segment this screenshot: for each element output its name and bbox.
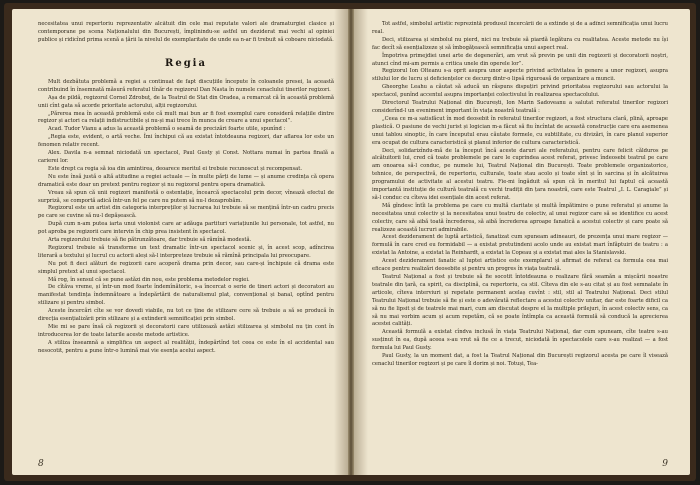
paragraph: Regizorul trebuie să transforme un text dramatic într-un spectacol scenic și, în acest scop, adîncirea literară a textului și lucrul cu actorii aleși să-l interpreteze trebuie să rămînă principala lui preocupare. — [38, 244, 334, 259]
paragraph: Această formulă a existat cîndva inclusă în viața Teatrului Național, dar cum spuneam, cîte teatre s-au susținut în ea, după aceea s-au vrut să fie ce a trecut, niciodată în spectacolele care s-au realizat — a fost formula lui Paul Gusty. — [372, 329, 668, 352]
paragraph: Deci, stilizarea și simbolul nu pierd, nici nu trebuie să piardă legătura cu realitatea. Aceste metode nu își fac decît să esențializeze și să îmbogățească semnificația unui aspect real. — [372, 36, 668, 51]
paragraph: Regizorul Ion Olteanu s-a oprit asupra unor aspecte privind activitatea în genere a unor regizori, asupra stilului lor de lucru și deficiențelor ce decurg dintr-o lipsă riguroasă de organizare a muncii. — [372, 68, 668, 83]
paragraph: Acad. Tudor Vianu a adus la această problemă o seamă de precizări foarte utile, spunînd : — [48, 126, 286, 133]
section-heading: Regia — [165, 57, 207, 69]
paragraph: Arta regizorului trebuie să fie pătrunzătoare, dar trebuie să rămînă modestă. — [48, 237, 252, 244]
paragraph: „Regia este, evident, o artă veche. Îmi închipui că au existat întotdeauna regizori, dar aflarea lor este un fenomen relativ recent. — [38, 134, 334, 149]
intro-paragraph: necesitatea unui repertoriu reprezentativ alcătuit din cele mai reputate valori ale dramaturgiei clasice și contemporane pe scena Naționalului din București, împlinindu-se astfel un deziderat mai vechi al opiniei publice și ridicînd prima scenă a țării la nivelul de exemplaritate de unde ea n-ar fi trebuit să coboare niciodată. — [38, 21, 334, 43]
right-page — [354, 9, 690, 475]
paragraph: Nu pot fi deci alături de regizorii care acoperă drama prin decor, sau care-și închipuie că drama este simplul pretext al unui spectacol. — [38, 260, 334, 275]
paragraph: Gheorghe Leahu a căutat să aducă un răspuns dispuțiri privind prioritatea regizorului sau actorului la spectacol, punînd accentul asupra importanței colectivului în realizarea spectacolului. — [372, 84, 668, 99]
right-page-text — [372, 21, 668, 455]
paragraph: Este drept ca regia să ioa din amintirea, deoarece meritul ei trebuie recunoscut și recompensat. — [48, 165, 302, 172]
paragraph: Directorul Teatrului Național din București, Ion Marin Sadoveanu a salutat referatul tinerilor regizori considerînd-l un eveniment important în viața noastră teatrală : — [372, 100, 668, 114]
paragraph: Alex. Davila n-a semnat niciodată un spectacol, Paul Gusty și Const. Nottara numai în partea finală a carierei lor. — [38, 150, 334, 164]
paragraph: „Părerea mea în această problemă este că mult mai bun ar fi fost exemplul care consideră relațiile dintre regizor și actori ca relații indistructibile și nu-și mai trece în munca de creare a unui spectacol”. — [38, 110, 334, 125]
paragraph: Deci, solidarizîndu-mă de la început încă aceste daruri ale referatului, pentru care felicit călduros pe alcătuitorii lui, cred că toate problemele pe care le cuprindea acest referat, privesc îndeosebi teatrul pe care am onoarea să-l conduc, pe numele lui, Teatrul Național din București. Toate problemele organizatorice, tehnice, de perspectivă, de repertoriu, culturale, toate stau acolo și toate sînt și în sarcina și în alcătuirea programului de activitate al acestui teatru. Fie-mi îngăduit să spun că în meritul lui faptul că această importantă instituție de cultură teatrală cu vechi tradiții din țara noastră, care este Teatrul „I. L. Caragiale” și să-l conduc cu cîteva idei esențiale din acest referat. — [372, 147, 668, 201]
paragraph: Regizorul este un artist din categoria interpreților și lucrarea lui trebuie să se mențină într-un cadru precis pe care se cuvine să nu-l depășească. — [38, 205, 334, 220]
left-page — [12, 9, 348, 475]
page-number-right: 9 — [662, 459, 668, 469]
paragraph: Așa de pildă, regizorul Cornel Zdrobuț, de la Teatrul de Stat din Oradea, a remarcat că în această problemă unii cînt gata să acorde prioritate actorului, alții regizorului. — [38, 94, 334, 109]
paragraph: Nu este însă justă o altă atitudine a regiei actuale — în multe părți de lume — și anume credința că opera dramatică este doar un pretext pentru regizor și nu regizorul pentru opera dramatică. — [38, 173, 334, 188]
paragraph: Tot astfel, simbolul artistic reprezintă produsul încercării de a extinde și de a adînci semnificația unui lucru real. — [372, 21, 668, 35]
paragraph: Mie mi se pare însă că regizorii și decoratorii care utilizează astăzi stilizarea și simbolul nu țin cont în introducerea lor de toate laturile aceste metode artistice. — [38, 324, 334, 338]
open-book — [4, 3, 696, 481]
page-number-left: 8 — [38, 459, 44, 469]
paragraph: Vreau să spun că unii regizori manifestă o ostentație, încearcă spectacolul prin decor, vînează efectul de surpriză, se comportă adică într-un fel pe care nu putem să nu-l dezaprobăm. — [38, 189, 334, 204]
paragraph: Acest deziderament de luptă artistică, fanatizat cum spuneam adineauri, de prezența unui mare regizor — formulă în care cred eu formidabil — a existat pretutindeni acolo unde au existat mari înfăptuiri de teatru : a existat la Antoine, a existat la Reinhardt, a existat la Copeau și a existat mai ales la Stanislavski. — [372, 234, 668, 257]
paragraph: „Ceea ce m-a satisfăcut în mod deosebit în referatul tinerilor regizori, a fost structura clară, plină, aproape plastică. O pasiune de vechi jurist și logician m-a făcut să fiu încîntat de această construcție care era asemenea unui tablou sinoptic, în care începutul erau căutate formele, cu subtilitate, cu divizări, în care planul superior era ocupat de cultura caracteristică și planul inferior de cultura caracteristică. — [372, 115, 668, 146]
paragraph: De cîtăva vreme, și într-un mod foarte îndemînătoric, s-a încercat o serie de tineri actori și decoratori au manifestat tendința îndemnătoare a îndepărtării de naturalismul plat, convențional și banal, optînd pentru stilizare și pentru simbol. — [38, 284, 334, 307]
paragraph: Mult dezbătuta problemă a regiei a continuat de fapt discuțiile începute în coloanele presei, la această contribuind în însemnată măsură referatul tînăr de regizorul Dan Nasta în numele cenaclului tinerilor regizori. — [38, 78, 334, 93]
paragraph: După cum n-am putea iarta unui violonist care ar adăuga partituri variațiunile lui personale, tot astfel, nu pot aproba pe regizorii care intervin în chip prea insistent în spectacol. — [38, 221, 334, 236]
paragraph: Mă rog, în sensul că se pune astăzi din nou, este problema metodelor regiei. — [48, 276, 250, 283]
paragraph: Împotriva primejdiei unei arte de degenerări, am vrut să previn pe unii din regizorii și decoratorii noștri, atunci cînd mi-am permis a critica unele din operele lor”. — [372, 52, 668, 67]
left-page-text — [38, 21, 334, 455]
paragraph: Teatrul Național a fost și trebuie să fie socotit întotdeauna o realizare fără seamăn a mișcării noastre teatrale din țară, ca spirit, ca disciplină, ca repertoriu, ca stil. Cîteva din ele s-au citat și au fost semnalate în articole, cîteva interviuri și repetate permanent acelaș cuvînt : stil, stil al Teatrului Național. Deci stilul Teatrului Național trebuie să fie și este o adevărată reflectare a acestui colectiv unitar, dar este foarte dificil ca să nu fie lipsit și de teatrele mai mari, cum am discutat despre el la multiple prilejuri, în acest colectiv sens, ca să nu mai vorbim acum și acum repetăm, că se poate întîmpla ca această formulă să conducă la aprecierea acestei calități. — [372, 274, 668, 328]
paragraph: Aceste încercări cîte se vor dovedi viabile, nu tot ce ține de stilizare cere să trebuie a să se producă în direcția esențializării prin stilizare și a extinderii semnificației prin simbol. — [38, 308, 334, 323]
paragraph: Acest deziderament fanatic al luptei artistice este exemplarul și afirmat de referat ca formula cea mai eficace pentru realizări deosebite și pentru un progres în viața teatrală. — [372, 258, 668, 273]
paragraph: A stiliza înseamnă a simplifica un aspect al realității, îndepărtînd tot ceea ce este în el accidental sau nesocotit, pentru a pune într-o lumină mai vie esența acelui aspect. — [38, 339, 334, 354]
paragraph: Mă gîndesc întîi la problema pe care cu multă claritate și multă împătimire o pune referatul și anume la necesitatea unui colectiv și la necesitatea unui teatru de colectiv, al unui regizor care să se identifice cu acest colectiv, care să aibă toată încrederea, să aibă încrederea aproape fanatică a acestui colectiv și care poate să realizeze această lucruri admirabile. — [372, 202, 668, 233]
paragraph: Paul Gusty, la un moment dat, a fost la Teatrul Național din București regizorul acesta pe care îl visează cenaclul tinerilor regizori și pe care îl dorim și noi. Totuși, Tea- — [372, 353, 668, 367]
